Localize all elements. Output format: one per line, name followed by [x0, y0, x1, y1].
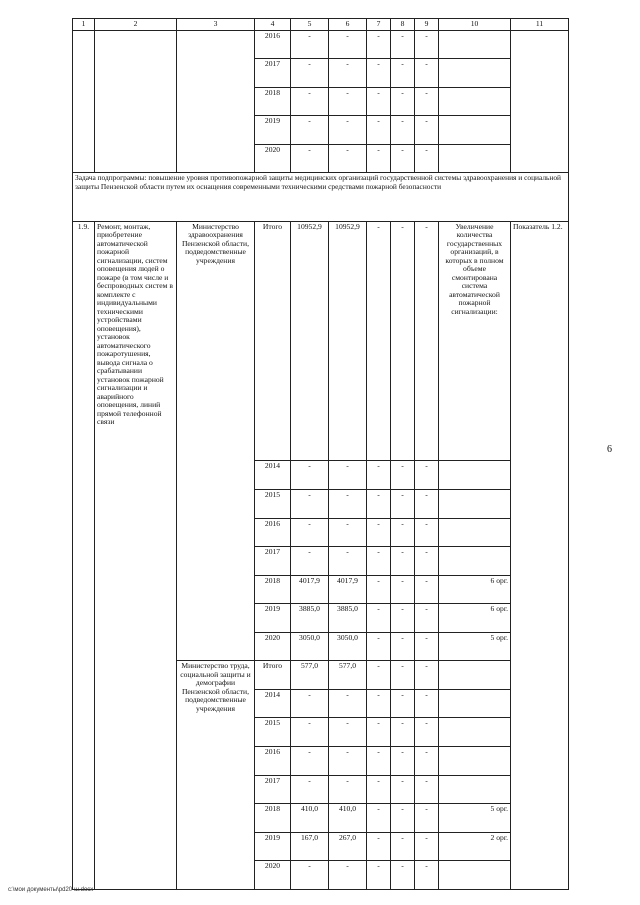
value-cell: -: [329, 689, 367, 718]
year-cell: 2015: [255, 718, 291, 747]
value-cell: -: [367, 461, 391, 490]
year-cell: 2016: [255, 518, 291, 547]
empty-cell: [439, 59, 511, 88]
empty-cell: [439, 30, 511, 59]
indicator-cell: Показатель 1.2.: [511, 221, 569, 889]
value-cell: 267,0: [329, 832, 367, 861]
value-cell: 167,0: [291, 832, 329, 861]
result-value: [439, 518, 511, 547]
value-cell: -: [415, 87, 439, 116]
result-value: [439, 490, 511, 519]
total-value: -: [367, 661, 391, 690]
total-value: 577,0: [329, 661, 367, 690]
result-value: [439, 689, 511, 718]
year-cell: 2016: [255, 30, 291, 59]
year-cell: 2019: [255, 832, 291, 861]
value-cell: -: [415, 116, 439, 145]
column-number-header: 3: [177, 19, 255, 31]
value-cell: -: [367, 604, 391, 633]
value-cell: -: [391, 689, 415, 718]
value-cell: -: [391, 144, 415, 173]
value-cell: -: [367, 518, 391, 547]
result-value: 5 орг.: [439, 632, 511, 661]
empty-cell: [95, 30, 177, 173]
value-cell: -: [329, 59, 367, 88]
value-cell: -: [415, 689, 439, 718]
value-cell: -: [415, 804, 439, 833]
value-cell: -: [329, 30, 367, 59]
value-cell: -: [415, 632, 439, 661]
year-cell: 2019: [255, 116, 291, 145]
total-value: -: [391, 221, 415, 461]
value-cell: -: [367, 689, 391, 718]
value-cell: -: [367, 30, 391, 59]
value-cell: -: [367, 575, 391, 604]
column-number-row: [73, 19, 569, 31]
result-value: [439, 718, 511, 747]
value-cell: -: [291, 689, 329, 718]
value-cell: -: [391, 861, 415, 890]
empty-cell: [177, 30, 255, 173]
value-cell: -: [291, 461, 329, 490]
value-cell: 410,0: [329, 804, 367, 833]
value-cell: -: [391, 461, 415, 490]
value-cell: -: [415, 518, 439, 547]
empty-cell: [439, 661, 511, 690]
column-number-header: 7: [367, 19, 391, 31]
year-cell: 2015: [255, 490, 291, 519]
year-cell: 2020: [255, 632, 291, 661]
value-cell: -: [391, 518, 415, 547]
column-number-header: 1: [73, 19, 95, 31]
value-cell: -: [367, 804, 391, 833]
value-cell: -: [291, 490, 329, 519]
value-cell: -: [367, 59, 391, 88]
result-value: [439, 775, 511, 804]
value-cell: -: [391, 804, 415, 833]
total-value: -: [415, 221, 439, 461]
value-cell: -: [329, 144, 367, 173]
value-cell: -: [415, 832, 439, 861]
value-cell: -: [391, 632, 415, 661]
result-value: [439, 861, 511, 890]
executor-cell: Министерство здравоохранения Пензенской области, подведомственные учреждения: [177, 221, 255, 661]
value-cell: -: [367, 490, 391, 519]
value-cell: -: [415, 861, 439, 890]
total-row: [73, 221, 569, 461]
value-cell: -: [391, 30, 415, 59]
value-cell: -: [291, 718, 329, 747]
year-cell: 2019: [255, 604, 291, 633]
year-cell: 2017: [255, 59, 291, 88]
value-cell: -: [329, 718, 367, 747]
value-cell: -: [329, 518, 367, 547]
value-cell: -: [367, 116, 391, 145]
result-value: 6 орг.: [439, 575, 511, 604]
value-cell: -: [415, 59, 439, 88]
value-cell: -: [329, 461, 367, 490]
value-cell: -: [291, 547, 329, 576]
value-cell: -: [291, 87, 329, 116]
result-value: 6 орг.: [439, 604, 511, 633]
value-cell: -: [367, 547, 391, 576]
column-number-header: 6: [329, 19, 367, 31]
year-cell: 2017: [255, 547, 291, 576]
result-text: Увеличение количества государственных организаций, в которых в полном объеме смонтирована система автоматической пожарной сигнализации:: [439, 221, 511, 461]
value-cell: -: [391, 116, 415, 145]
value-cell: -: [367, 718, 391, 747]
year-cell: 2014: [255, 689, 291, 718]
value-cell: -: [329, 87, 367, 116]
total-value: -: [367, 221, 391, 461]
value-cell: -: [367, 87, 391, 116]
result-value: [439, 547, 511, 576]
value-cell: -: [367, 775, 391, 804]
year-cell: 2016: [255, 746, 291, 775]
value-cell: -: [391, 832, 415, 861]
total-value: 10952,9: [329, 221, 367, 461]
value-cell: -: [391, 490, 415, 519]
item-number: 1.9.: [73, 221, 95, 889]
value-cell: -: [329, 116, 367, 145]
year-cell: 2014: [255, 461, 291, 490]
column-number-header: 4: [255, 19, 291, 31]
value-cell: -: [391, 775, 415, 804]
total-value: -: [415, 661, 439, 690]
year-cell: 2018: [255, 804, 291, 833]
value-cell: -: [391, 575, 415, 604]
value-cell: -: [291, 775, 329, 804]
page-number: 6: [607, 444, 612, 455]
value-cell: -: [367, 861, 391, 890]
column-number-header: 5: [291, 19, 329, 31]
value-cell: -: [291, 59, 329, 88]
value-cell: -: [391, 718, 415, 747]
empty-cell: [439, 87, 511, 116]
total-label: Итого: [255, 221, 291, 461]
total-label: Итого: [255, 661, 291, 690]
value-cell: -: [367, 746, 391, 775]
value-cell: -: [329, 547, 367, 576]
column-number-header: 9: [415, 19, 439, 31]
empty-cell: [73, 30, 95, 173]
value-cell: 410,0: [291, 804, 329, 833]
value-cell: 3050,0: [291, 632, 329, 661]
footer-file-path: c:\мои документы\pd20-ш.docx: [8, 887, 94, 893]
value-cell: -: [291, 861, 329, 890]
total-value: -: [391, 661, 415, 690]
value-cell: -: [391, 87, 415, 116]
value-cell: -: [415, 547, 439, 576]
value-cell: -: [415, 775, 439, 804]
value-cell: -: [415, 575, 439, 604]
value-cell: 3885,0: [329, 604, 367, 633]
value-cell: -: [391, 547, 415, 576]
column-number-header: 8: [391, 19, 415, 31]
total-value: 10952,9: [291, 221, 329, 461]
result-value: [439, 746, 511, 775]
value-cell: -: [391, 59, 415, 88]
value-cell: -: [329, 490, 367, 519]
value-cell: 3885,0: [291, 604, 329, 633]
column-number-header: 11: [511, 19, 569, 31]
program-table: [72, 18, 569, 890]
value-cell: -: [415, 30, 439, 59]
year-cell: 2020: [255, 144, 291, 173]
result-value: 2 орг.: [439, 832, 511, 861]
value-cell: 4017,9: [329, 575, 367, 604]
executor-cell: Министерство труда, социальной защиты и демографии Пензенской области, подведомственные учреждения: [177, 661, 255, 890]
value-cell: -: [291, 746, 329, 775]
empty-cell: [439, 144, 511, 173]
continuation-row: [73, 30, 569, 59]
value-cell: -: [391, 746, 415, 775]
empty-cell: [439, 116, 511, 145]
value-cell: 4017,9: [291, 575, 329, 604]
value-cell: -: [391, 604, 415, 633]
value-cell: -: [367, 832, 391, 861]
item-description: Ремонт, монтаж, приобретение автоматической пожарной сигнализации, систем оповещения людей о пожаре (в том числе и беспроводных систем в комплекте с индивидуальными техническими устройствами оповещения), установок автоматического пожаротушения, вывода сигнала о срабатывании установок пожарной сигнализации и аварийного оповещения, линий прямой телефонной связи: [95, 221, 177, 889]
value-cell: -: [415, 604, 439, 633]
year-cell: 2018: [255, 87, 291, 116]
year-cell: 2017: [255, 775, 291, 804]
year-cell: 2018: [255, 575, 291, 604]
year-cell: 2020: [255, 861, 291, 890]
value-cell: -: [329, 746, 367, 775]
section-title: Задача подпрограммы: повышение уровня противопожарной защиты медицинских организаций государственной системы здравоохранения и социальной защиты Пензенской области путем их оснащения современными техническими средствами пожарной безопасности: [73, 173, 569, 222]
value-cell: -: [329, 775, 367, 804]
result-value: 5 орг.: [439, 804, 511, 833]
value-cell: -: [291, 144, 329, 173]
column-number-header: 2: [95, 19, 177, 31]
value-cell: -: [291, 518, 329, 547]
value-cell: 3050,0: [329, 632, 367, 661]
value-cell: -: [291, 30, 329, 59]
value-cell: -: [415, 461, 439, 490]
empty-cell: [511, 30, 569, 173]
value-cell: -: [329, 861, 367, 890]
section-title-row: [73, 173, 569, 222]
value-cell: -: [291, 116, 329, 145]
total-value: 577,0: [291, 661, 329, 690]
value-cell: -: [415, 746, 439, 775]
column-number-header: 10: [439, 19, 511, 31]
value-cell: -: [415, 144, 439, 173]
value-cell: -: [367, 144, 391, 173]
value-cell: -: [415, 490, 439, 519]
value-cell: -: [415, 718, 439, 747]
result-value: [439, 461, 511, 490]
value-cell: -: [367, 632, 391, 661]
